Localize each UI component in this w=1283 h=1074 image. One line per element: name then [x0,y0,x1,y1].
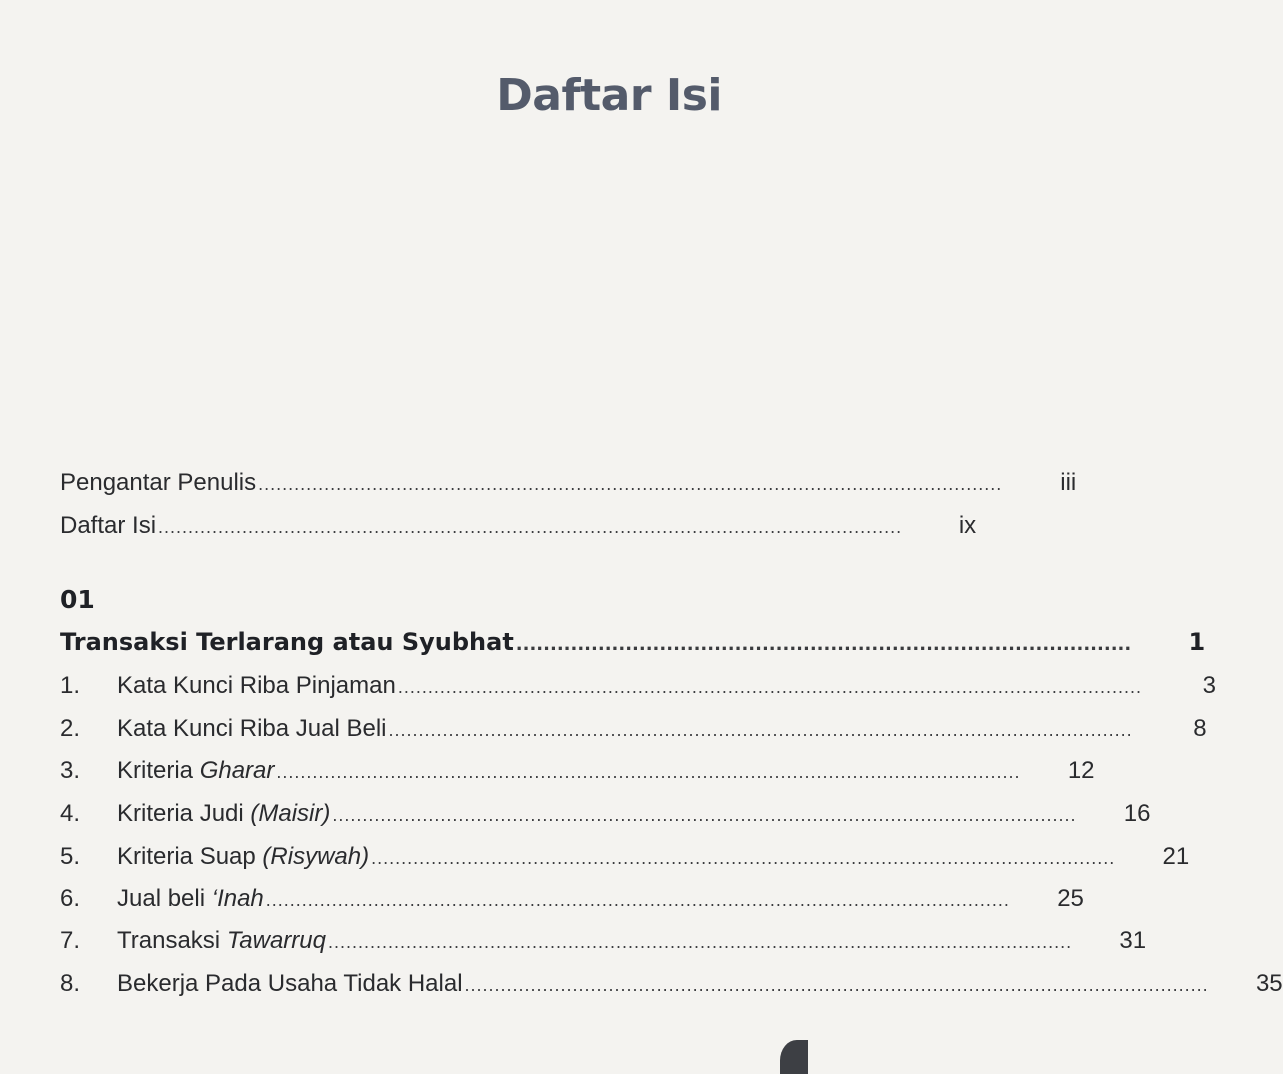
toc-entry[interactable] [60,711,1207,747]
dot-leader: ............................................................................................................................ [327,932,1073,952]
dot-leader: ............................................................................................................................ [371,848,1116,868]
toc-entry[interactable] [60,881,1084,917]
toc-entry-label: Daftar Isi [60,512,157,539]
toc-entry-number: 4. [60,800,81,827]
toc-entry-number: 2. [60,715,81,742]
dot-leader: ............................................................................................................................ [397,677,1142,697]
toc-entry-label: Kriteria Gharar [117,757,275,784]
dot-leader: ............................................................................................................................ [388,720,1133,740]
toc-entry-page: 8 [1193,715,1207,742]
dot-leader: ............................................................................................................................ [332,805,1077,825]
page-corner-shadow [780,1040,808,1074]
dot-leader: ............................................................................................................................ [258,474,1003,494]
toc-entry[interactable] [60,796,1151,832]
toc-entry-page: iii [1060,469,1077,496]
toc-entry-number: 6. [60,885,81,912]
toc-entry-label: Kriteria Suap (Risywah) [117,843,370,870]
dot-leader: ............................................................................................................................ [276,762,1021,782]
toc-entry-label: Transaksi Tawarruq [117,927,326,954]
toc-entry-label: Pengantar Penulis [60,469,257,496]
toc-entry-page: ix [958,512,977,539]
toc-entry-number: 5. [60,843,81,870]
toc-entry-number: 1. [60,672,81,699]
toc-entry-label: Kata Kunci Riba Jual Beli [117,715,387,742]
toc-entry-label: Jual beli ‘Inah [117,885,264,912]
page-title: Daftar Isi [496,70,722,121]
toc-entry-number: 7. [60,927,81,954]
toc-entry[interactable] [60,668,1216,704]
dot-leader: ............................................................................................................................ [464,975,1209,995]
chapter-number: 01 [60,585,95,614]
toc-entry-page: 25 [1057,885,1084,912]
toc-entry-page: 12 [1067,757,1095,784]
chapter-page: 1 [1188,628,1206,656]
toc-entry-page: 16 [1123,800,1151,827]
toc-entry[interactable] [60,753,1095,789]
toc-entry-daftar-isi[interactable] [60,508,977,544]
toc-entry-page: 35 [1255,970,1283,997]
toc-entry-number: 3. [60,757,81,784]
toc-entry-label: Kriteria Judi (Maisir) [117,800,331,827]
toc-entry[interactable] [60,923,1147,959]
toc-chapter-title[interactable] [60,624,1206,660]
toc-entry[interactable] [60,839,1190,875]
toc-entry-page: 3 [1202,672,1216,699]
dot-leader: ............................................................................................................................ [265,890,1010,910]
toc-entry-label: Kata Kunci Riba Pinjaman [117,672,396,699]
dot-leader: ............................................................................................................................ [158,517,903,537]
toc-entry-pengantar[interactable] [60,465,1077,501]
toc-entry-page: 21 [1162,843,1190,870]
chapter-title: Transaksi Terlarang atau Syubhat [60,628,514,656]
toc-entry-label: Bekerja Pada Usaha Tidak Halal [117,970,463,997]
toc-entry-page: 31 [1119,927,1147,954]
dot-leader: .......................................................................................... [515,634,1132,655]
toc-entry-number: 8. [60,970,81,997]
toc-entry[interactable] [60,966,1283,1002]
